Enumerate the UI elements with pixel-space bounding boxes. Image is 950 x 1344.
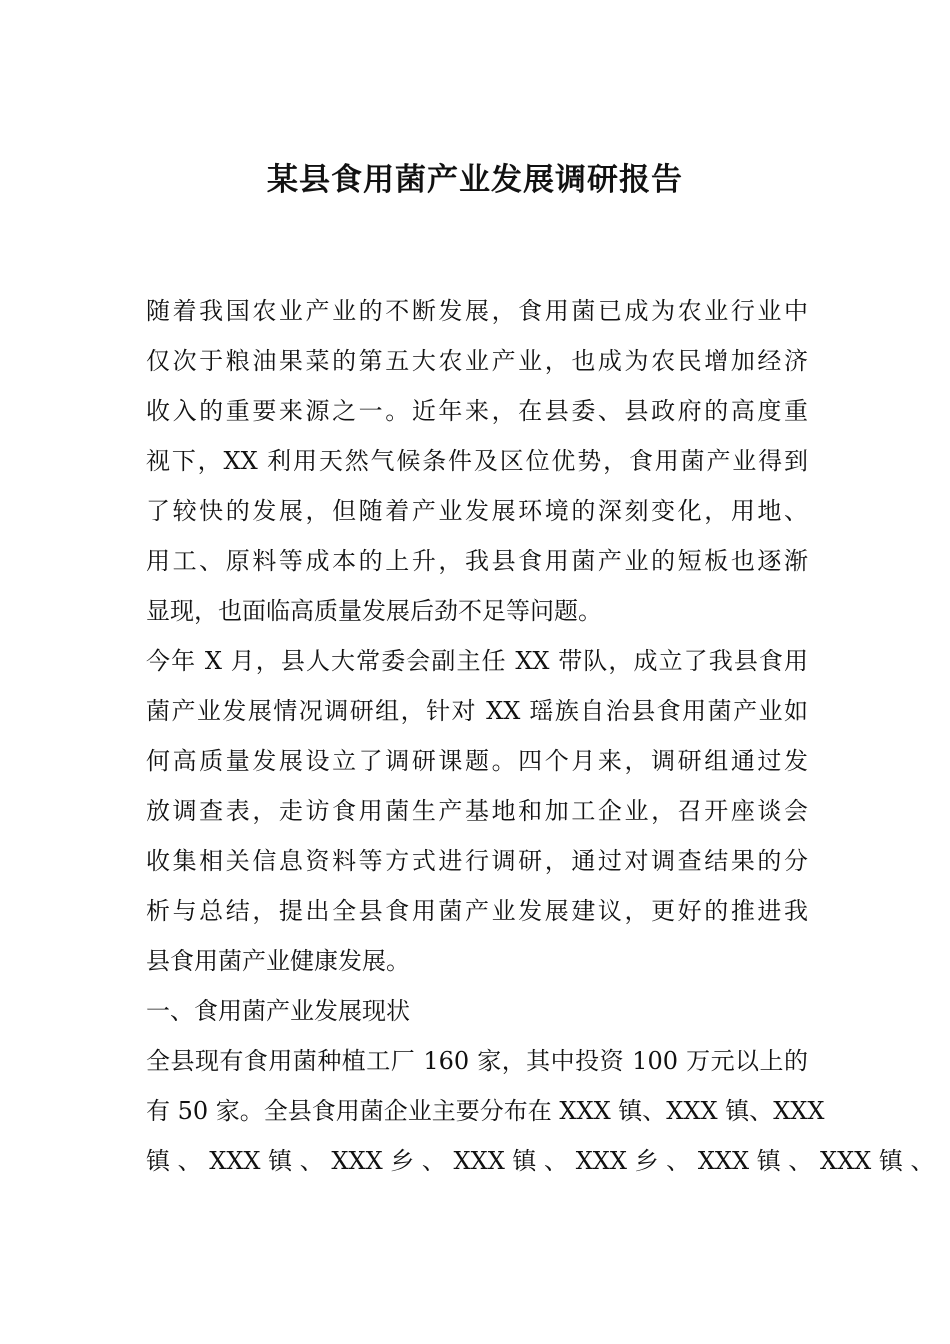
body-line: 用工、原料等成本的上升，我县食用菌产业的短板也逐渐 bbox=[146, 547, 808, 575]
document-body bbox=[146, 286, 935, 1186]
body-line: 放调查表，走访食用菌生产基地和加工企业，召开座谈会 bbox=[146, 797, 808, 825]
body-line: 随着我国农业产业的不断发展，食用菌已成为农业行业中 bbox=[146, 297, 808, 325]
body-line: 析与总结，提出全县食用菌产业发展建议，更好的推进我 bbox=[146, 897, 808, 925]
body-line: 了较快的发展，但随着产业发展环境的深刻变化，用地、 bbox=[146, 497, 808, 525]
body-line: 镇 、 XXX 镇 、 XXX 乡 、 XXX 镇 、 XXX 乡 、 XXX 镇 、 XXX 镇 、 bbox=[146, 1147, 935, 1175]
body-line: 全县现有食用菌种植工厂 160 家，其中投资 100 万元以上的 bbox=[146, 1047, 808, 1075]
body-line: 今年 X 月，县人大常委会副主任 XX 带队，成立了我县食用 bbox=[146, 647, 808, 675]
body-line: 何高质量发展设立了调研课题。四个月来，调研组通过发 bbox=[146, 747, 808, 775]
body-line: 有 50 家。全县食用菌企业主要分布在 XXX 镇、XXX 镇、XXX bbox=[146, 1097, 825, 1125]
body-line: 视下，XX 利用天然气候条件及区位优势，食用菌产业得到 bbox=[146, 447, 808, 475]
section-heading: 一、食用菌产业发展现状 bbox=[146, 997, 410, 1025]
body-line: 县食用菌产业健康发展。 bbox=[146, 947, 410, 975]
body-line: 显现，也面临高质量发展后劲不足等问题。 bbox=[146, 597, 602, 625]
body-line: 仅次于粮油果菜的第五大农业产业，也成为农民增加经济 bbox=[146, 347, 808, 375]
document-title: 某县食用菌产业发展调研报告 bbox=[267, 162, 683, 198]
body-line: 菌产业发展情况调研组，针对 XX 瑶族自治县食用菌产业如 bbox=[146, 697, 808, 725]
body-line: 收入的重要来源之一。近年来，在县委、县政府的高度重 bbox=[146, 397, 808, 425]
body-line: 收集相关信息资料等方式进行调研，通过对调查结果的分 bbox=[146, 847, 808, 875]
